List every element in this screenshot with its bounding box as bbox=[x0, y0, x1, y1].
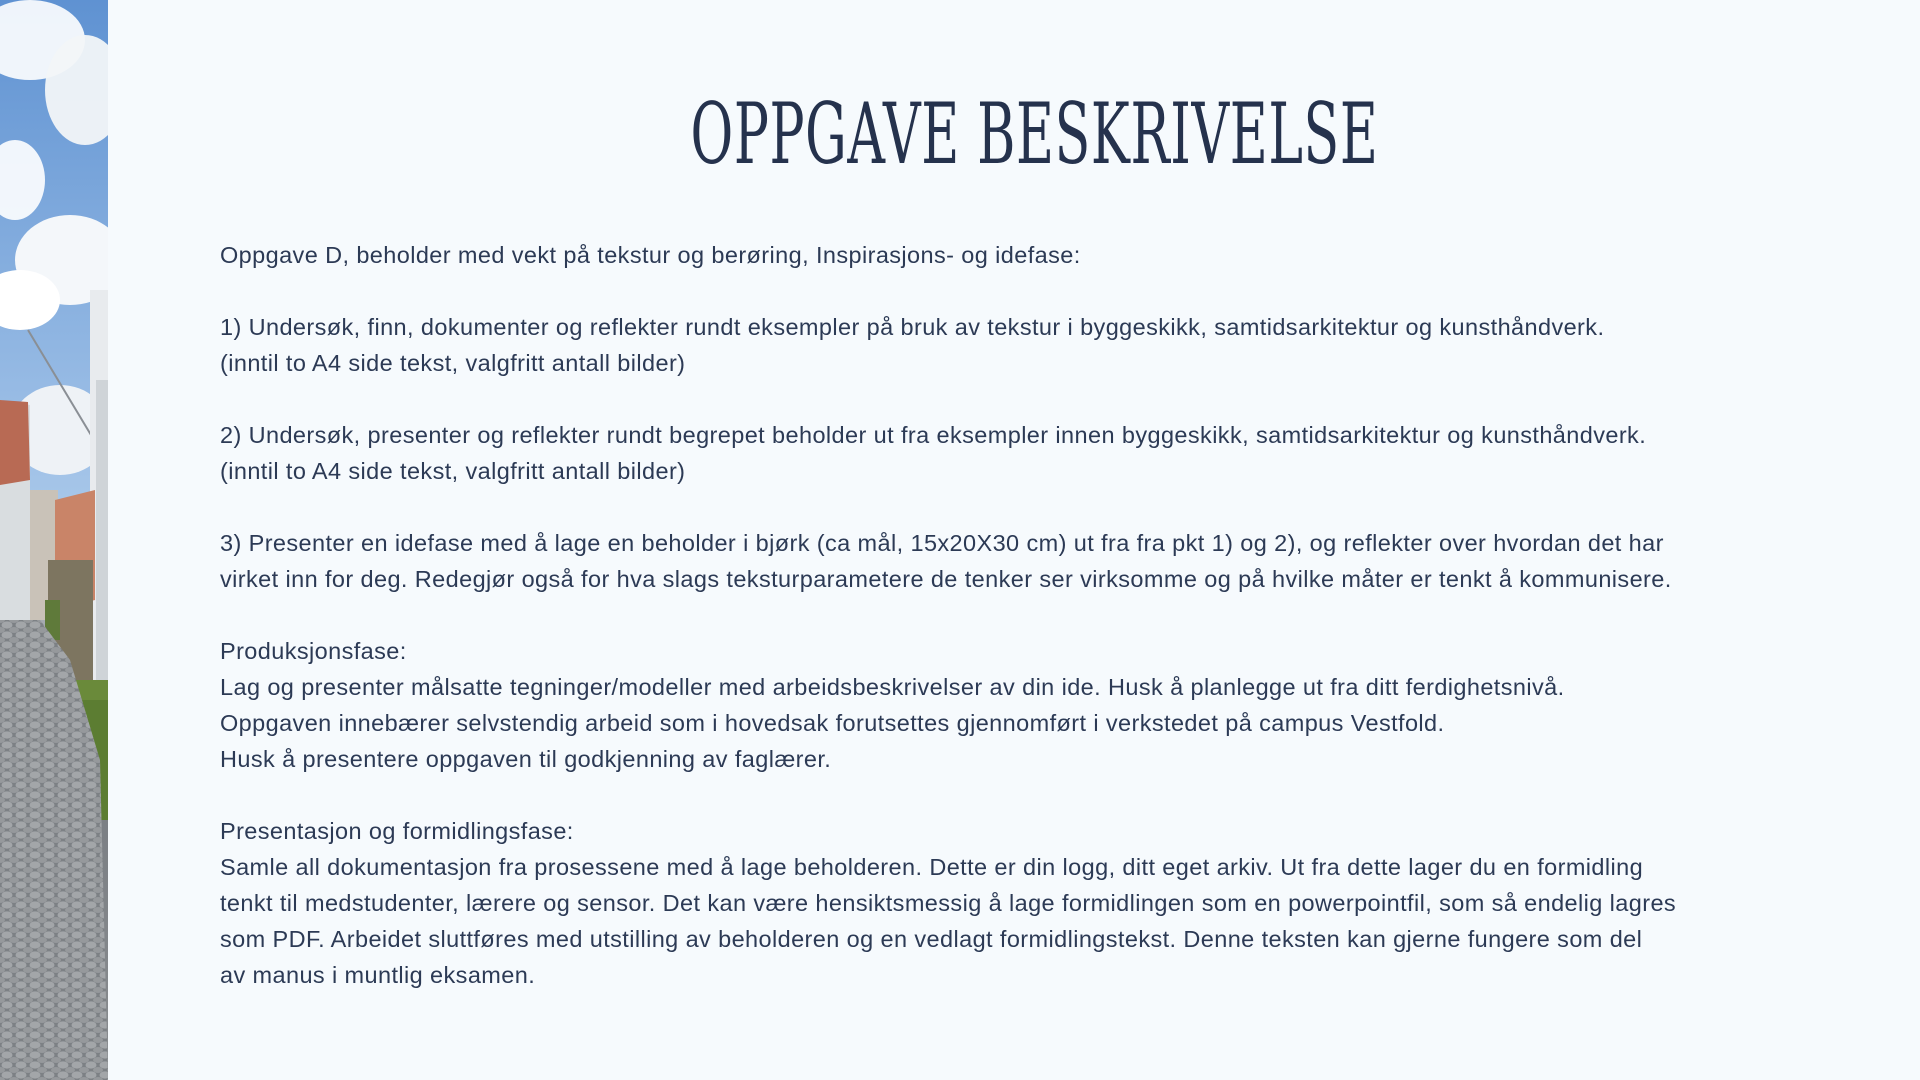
section-heading: Produksjonsfase: bbox=[220, 638, 407, 664]
street-photo bbox=[0, 0, 108, 1080]
text-line: som PDF. Arbeidet sluttføres med utstilling av beholderen og en vedlagt formidlingstekst. Denne teksten kan gjerne fungere som del bbox=[220, 926, 1643, 952]
text-line: Husk å presentere oppgaven til godkjenning av faglærer. bbox=[220, 746, 832, 772]
page-title: OPPGAVE BESKRIVELSE bbox=[690, 85, 1379, 183]
paragraph-intro bbox=[220, 237, 1800, 273]
text-line: (inntil to A4 side tekst, valgfritt antall bilder) bbox=[220, 458, 686, 484]
text-line: av manus i muntlig eksamen. bbox=[220, 962, 536, 988]
text-line: Samle all dokumentasjon fra prosessene med å lage beholderen. Dette er din logg, ditt eget arkiv. Ut fra dette lager du en formidling bbox=[220, 854, 1644, 880]
paragraph-production bbox=[220, 633, 1800, 777]
text-line: tenkt til medstudenter, lærere og sensor. Det kan være hensiktsmessig å lage formidlingen som en powerpointfil, som så endelig lagres bbox=[220, 890, 1677, 916]
paragraph-step-3 bbox=[220, 525, 1800, 597]
paragraph-presentation bbox=[220, 813, 1800, 993]
paragraph-step-1 bbox=[220, 309, 1800, 381]
section-heading: Presentasjon og formidlingsfase: bbox=[220, 818, 574, 844]
text-line: Oppgave D, beholder med vekt på tekstur og berøring, Inspirasjons- og idefase: bbox=[220, 242, 1081, 268]
text-line: 1) Undersøk, finn, dokumenter og reflekter rundt eksempler på bruk av tekstur i byggeskikk, samtidsarkitektur og kunsthåndverk. bbox=[220, 314, 1605, 340]
text-line: Lag og presenter målsatte tegninger/modeller med arbeidsbeskrivelser av din ide. Husk å planlegge ut fra ditt ferdighetsnivå. bbox=[220, 674, 1565, 700]
text-line: 2) Undersøk, presenter og reflekter rundt begrepet beholder ut fra eksempler innen byggeskikk, samtidsarkitektur og kunsthåndverk. bbox=[220, 422, 1647, 448]
text-line: 3) Presenter en idefase med å lage en beholder i bjørk (ca mål, 15x20X30 cm) ut fra fra pkt 1) og 2), og reflekter over hvordan det har bbox=[220, 530, 1664, 556]
text-line: virket inn for deg. Redegjør også for hva slags teksturparametere de tenker ser virksomme og på hvilke måter er tenkt å kommunisere. bbox=[220, 566, 1672, 592]
text-line: (inntil to A4 side tekst, valgfritt antall bilder) bbox=[220, 350, 686, 376]
paragraph-step-2 bbox=[220, 417, 1800, 489]
task-description bbox=[220, 237, 1800, 1029]
text-line: Oppgaven innebærer selvstendig arbeid som i hovedsak forutsettes gjennomført i verkstedet på campus Vestfold. bbox=[220, 710, 1445, 736]
